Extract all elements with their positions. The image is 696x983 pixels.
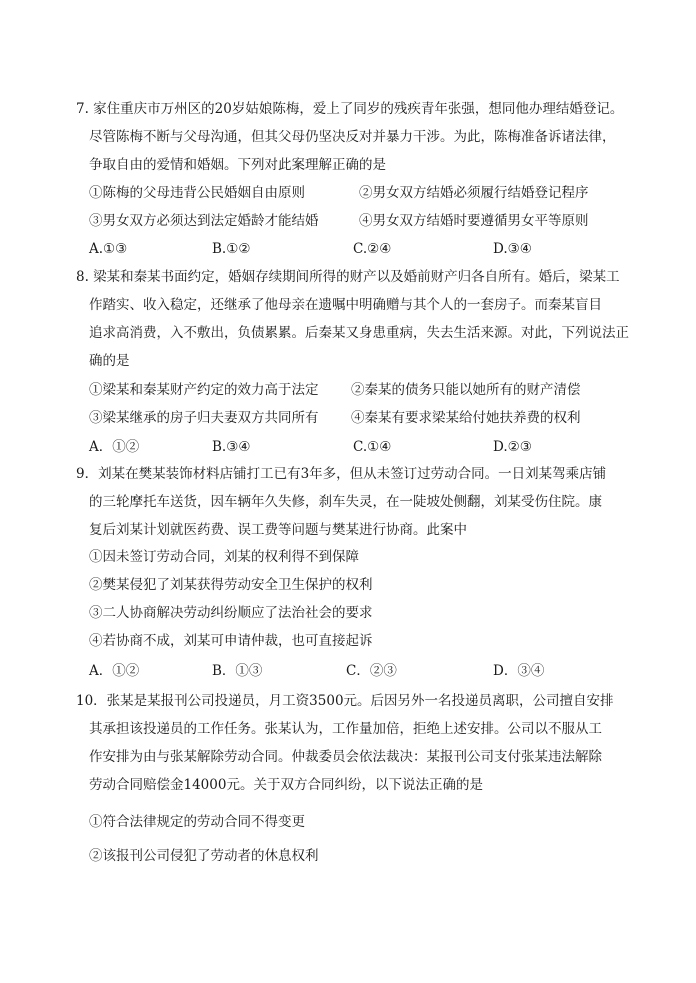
question-10-line-1: 10．张某是某报刊公司投递员，月工资3500元。后因另外一名投递员离职，公司擅自安排: [76, 693, 614, 709]
question-7-option-1: ①陈梅的父母违背公民婚姻自由原则: [89, 185, 305, 201]
question-9-answer-a: A．①②: [89, 663, 140, 679]
question-8-option-4: ④秦某有要求梁某给付她扶养费的权利: [351, 410, 581, 426]
question-8-option-1: ①梁某和秦某财产约定的效力高于法定: [89, 382, 319, 398]
question-10-option-1: ①符合法律规定的劳动合同不得变更: [89, 814, 305, 830]
question-8-answer-b: B.③④: [212, 439, 251, 455]
question-8-answer-d: D.②③: [493, 439, 532, 455]
question-7-line-2: 尽管陈梅不断与父母沟通，但其父母仍坚决反对并暴力干涉。为此，陈梅准备诉诸法律，: [89, 129, 616, 145]
question-9-answer-c: C．②③: [346, 663, 397, 679]
question-9-line-1: 9．刘某在樊某装饰材料店铺打工已有3年多，但从未签订过劳动合同。一日刘某驾乘店铺: [76, 466, 607, 482]
question-7-answer-a: A.①③: [89, 241, 128, 257]
question-7-option-3: ③男女双方必须达到法定婚龄才能结婚: [89, 213, 319, 229]
question-9-option-1: ①因未签订劳动合同，刘某的权利得不到保障: [89, 549, 359, 565]
question-8-line-3: 追求高消费，入不敷出，负债累累。后秦某又身患重病，失去生活来源。对此，下列说法正: [89, 325, 629, 341]
question-9-line-3: 复后刘某计划就医药费、误工费等问题与樊某进行协商。此案中: [89, 522, 467, 538]
question-7-answer-b: B.①②: [212, 241, 251, 257]
question-9-option-2: ②樊某侵犯了刘某获得劳动安全卫生保护的权利: [89, 577, 373, 593]
question-9-option-4: ④若协商不成，刘某可申请仲裁，也可直接起诉: [89, 633, 373, 649]
question-7-answer-d: D.③④: [493, 241, 532, 257]
question-10-line-4: 劳动合同赔偿金14000元。关于双方合同纠纷，以下说法正确的是: [89, 777, 483, 793]
question-8-line-1: 8. 梁某和秦某书面约定，婚姻存续期间所得的财产以及婚前财产归各自所有。婚后，梁某工: [76, 269, 620, 285]
question-10-option-2: ②该报刊公司侵犯了劳动者的休息权利: [89, 848, 319, 864]
question-10-line-2: 其承担该投递员的工作任务。张某认为，工作量加倍，拒绝上述安排。公司以不服从工: [89, 721, 602, 737]
question-9-line-2: 的三轮摩托车送货，因车辆年久失修，刹车失灵，在一陡坡处侧翻，刘某受伤住院。康: [89, 494, 602, 510]
question-10-line-3: 作安排为由与张某解除劳动合同。仲裁委员会依法裁决：某报刊公司支付张某违法解除: [89, 749, 602, 765]
question-9-option-3: ③二人协商解决劳动纠纷顺应了法治社会的要求: [89, 605, 373, 621]
question-7-answer-c: C.②④: [353, 241, 392, 257]
question-8-answer-a: A．①②: [89, 439, 140, 455]
question-8-option-2: ②秦某的债务只能以她所有的财产清偿: [351, 382, 581, 398]
question-7-option-4: ④男女双方结婚时要遵循男女平等原则: [359, 213, 589, 229]
question-8-line-4: 确的是: [89, 353, 130, 369]
question-8-line-2: 作踏实、收入稳定，还继承了他母亲在遗嘱中明确赠与其个人的一套房子。而秦某盲目: [89, 297, 602, 313]
question-8-answer-c: C.①④: [353, 439, 392, 455]
question-7-option-2: ②男女双方结婚必须履行结婚登记程序: [359, 185, 589, 201]
question-9-answer-b: B．①③: [212, 663, 263, 679]
question-9-answer-d: D．③④: [493, 663, 545, 679]
question-8-option-3: ③梁某继承的房子归夫妻双方共同所有: [89, 410, 319, 426]
question-7-line-3: 争取自由的爱情和婚姻。下列对此案理解正确的是: [89, 157, 386, 173]
question-7-line-1: 7. 家住重庆市万州区的20岁姑娘陈梅，爱上了同岁的残疾青年张强，想同他办理结婚登记。: [76, 101, 624, 117]
